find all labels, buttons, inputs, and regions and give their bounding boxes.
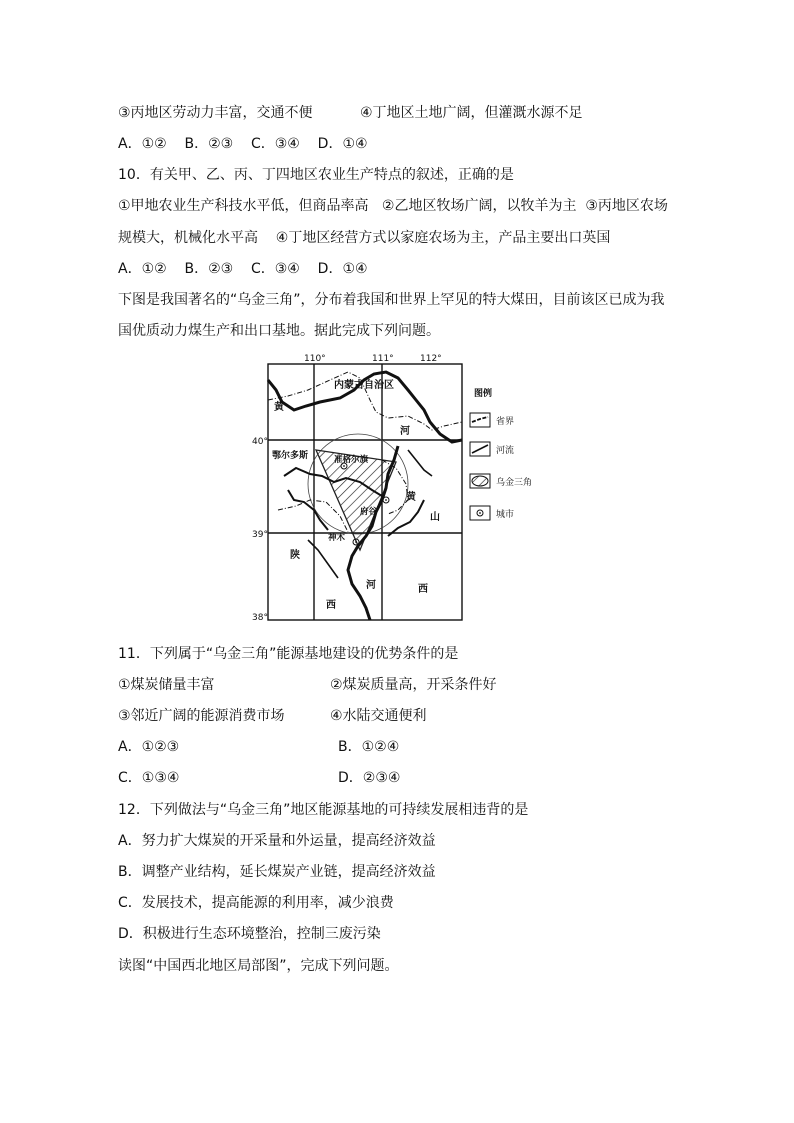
label-shaan: 陕 [290,550,300,561]
label-neimenggu: 内蒙古自治区 [334,380,394,391]
q9-statement-3: ③丙地区劳动力丰富，交通不便 [118,105,313,121]
legend-city-label: 城市 [496,510,515,520]
label-huang: 黄 [274,402,284,413]
q9-options: A．①② B．②③ C．③④ D．①④ [118,136,368,152]
q12-option-c: C．发展技术，提高能源的利用率，减少浪费 [118,895,394,911]
intro-line-1: 下图是我国著名的“乌金三角”，分布着我国和世界上罕见的特大煤田，目前该区已成为我 [118,292,665,308]
q11-option-b: B．①②④ [338,739,400,755]
q12-option-b: B．调整产业结构，延长煤炭产业链，提高经济效益 [118,864,436,880]
river-tributary-4 [308,540,338,578]
q11-condition-4: ④水陆交通便利 [330,708,427,724]
label-zhungeer: 准格尔旗 [334,455,369,465]
next-intro: 读图“中国西北地区局部图”，完成下列问题。 [118,958,399,974]
label-shenmu: 神木 [328,533,346,543]
lat-39-label: 39° [252,530,268,540]
label-eerduosi: 鄂尔多斯 [272,451,309,461]
q11-condition-3: ③邻近广阔的能源消费市场 [118,708,285,724]
q9-statement-4: ④丁地区土地广阔，但灌溉水源不足 [360,105,583,121]
legend-river-label: 河流 [496,446,515,456]
river-tributary-2 [288,490,328,530]
q10-options: A．①② B．②③ C．③④ D．①④ [118,261,368,277]
map-legend [470,387,532,520]
q12-option-a: A．努力扩大煤炭的开采量和外运量，提高经济效益 [118,833,436,849]
q11-option-d: D．②③④ [338,770,401,786]
province-border-south [278,500,348,532]
q10-line-2: 规模大，机械化水平高 ④丁地区经营方式以家庭农场为主，产品主要出口英国 [118,230,611,246]
label-shan-huang: 黄 [406,492,416,503]
lon-110-label: 110° [304,354,326,364]
lon-111-label: 111° [372,354,394,364]
river-tributary-5 [408,450,432,476]
q10-line-1: ①甲地农业生产科技水平低，但商品率高 ②乙地区牧场广阔，以牧羊为主 ③丙地区农场 [118,198,668,214]
legend-river-symbol [472,445,488,453]
q11-option-a: A．①②③ [118,739,180,755]
q11-condition-2: ②煤炭质量高，开采条件好 [330,677,497,693]
legend-triangle-symbol [472,476,488,486]
label-fugu: 府谷 [360,507,378,517]
q10-stem: 10．有关甲、乙、丙、丁四地区农业生产特点的叙述，正确的是 [118,167,514,183]
legend-triangle-label: 乌金三角 [496,478,533,488]
legend-border-symbol [472,417,488,422]
lon-112-label: 112° [420,354,442,364]
label-he2: 河 [366,580,376,591]
q11-option-c: C．①③④ [118,770,180,786]
lat-40-label: 40° [252,437,268,447]
q11-stem: 11．下列属于“乌金三角”能源基地建设的优势条件的是 [118,646,459,662]
lat-38-label: 38° [252,613,268,622]
label-he: 河 [400,426,410,437]
legend-border-label: 省界 [496,417,515,427]
label-shan: 山 [430,512,440,523]
q12-stem: 12．下列做法与“乌金三角”地区能源基地的可持续发展相违背的是 [118,802,529,818]
q12-option-d: D．积极进行生态环境整治，控制三废污染 [118,926,381,942]
river-tributary-3 [388,500,424,536]
label-xi: 西 [326,600,336,611]
wujin-triangle-map [248,350,588,622]
q11-condition-1: ①煤炭储量丰富 [118,677,215,693]
label-xi2: 西 [418,584,428,595]
legend-title: 图例 [474,389,493,399]
intro-line-2: 国优质动力煤生产和出口基地。据此完成下列问题。 [118,323,440,339]
